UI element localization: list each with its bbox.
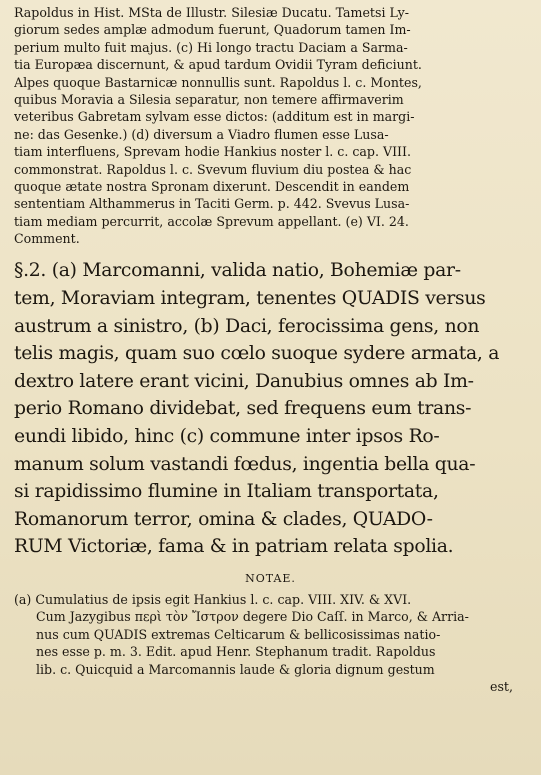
- note-line: nes esse p. m. 3. Edit. apud Henr. Stephanum tradit. Rapoldus: [36, 644, 436, 660]
- note-line: est,: [490, 678, 513, 694]
- note-line: (a) Cumulatius de ipsis egit Hankius l. c. cap. VIII. XIV. & XVI.: [14, 592, 412, 607]
- footnote-line: giorum sedes amplæ admodum fuerunt, Quadorum tamen Im-: [14, 22, 411, 38]
- paragraph-line: §.2. (a) Marcomanni, valida natio, Bohemiæ par-: [14, 260, 461, 282]
- notes-section: [14, 591, 527, 695]
- footnote-line: Rapoldus in Hist. MSta de Illustr. Silesiæ Ducatu. Tametsi Ly-: [14, 5, 409, 20]
- note-line: lib. c. Quicquid a Marcomannis laude & gloria dignum gestum: [36, 661, 435, 677]
- paragraph-line: telis magis, quam suo cœlo suoque sydere armata, a: [14, 343, 500, 365]
- footnote-line: ne: das Gesenke.) (d) diversum a Viadro flumen esse Lusa-: [14, 126, 389, 142]
- footnote-line: perium multo fuit majus. (c) Hi longo tractu Daciam a Sarma-: [14, 39, 408, 55]
- footnote-line: tiam mediam percurrit, accolæ Sprevum appellant. (e) VI. 24.: [14, 213, 409, 229]
- footnote-line: quibus Moravia a Silesia separatur, non temere affirmaverim: [14, 91, 404, 107]
- notes-heading: NOTAE.: [245, 572, 296, 585]
- paragraph-line: manum solum vastandi fœdus, ingentia bella qua-: [14, 453, 476, 475]
- footnote-line: commonstrat. Rapoldus l. c. Svevum fluvium diu postea & hac: [14, 161, 412, 177]
- footnote-continuation: [14, 4, 527, 247]
- paragraph-line: perio Romano dividebat, sed frequens eum trans-: [14, 398, 472, 420]
- footnote-line: Alpes quoque Bastarnicæ nonnullis sunt. Rapoldus l. c. Montes,: [14, 74, 422, 90]
- paragraph-line: eundi libido, hinc (c) commune inter ipsos Ro-: [14, 426, 440, 448]
- footnote-line: Comment.: [14, 231, 80, 247]
- note-line: nus cum QUADIS extremas Celticarum & bellicosissimas natio-: [36, 626, 441, 642]
- footnote-line: sententiam Althammerus in Taciti Germ. p. 442. Svevus Lusa-: [14, 196, 410, 212]
- footnote-line: veteribus Gabretam sylvam esse dictos: (additum est in margi-: [14, 109, 415, 125]
- paragraph-line: RUM Victoriæ, fama & in patriam relata spolia.: [14, 536, 454, 558]
- paragraph-line: dextro latere erant vicini, Danubius omnes ab Im-: [14, 370, 474, 392]
- footnote-line: tia Europæa discernunt, & apud tardum Ovidii Tyram deficiunt.: [14, 57, 422, 73]
- note-line: Cum Jazygibus περὶ τὸν Ἴστρον degere Dio Caſſ. in Marco, & Arria-: [36, 609, 469, 625]
- footnote-line: quoque ætate nostra Spronam dixerunt. Descendit in eandem: [14, 178, 410, 194]
- paragraph-line: austrum a sinistro, (b) Daci, ferocissima gens, non: [14, 315, 480, 337]
- paragraph-line: tem, Moraviam integram, tenentes QUADIS versus: [14, 288, 486, 310]
- paragraph-line: Romanorum terror, omina & clades, QUADO-: [14, 508, 433, 530]
- paragraph-line: si rapidissimo flumine in Italiam transportata,: [14, 481, 439, 503]
- main-paragraph: [14, 257, 527, 561]
- footnote-line: tiam interfluens, Sprevam hodie Hankius noster l. c. cap. VIII.: [14, 144, 412, 160]
